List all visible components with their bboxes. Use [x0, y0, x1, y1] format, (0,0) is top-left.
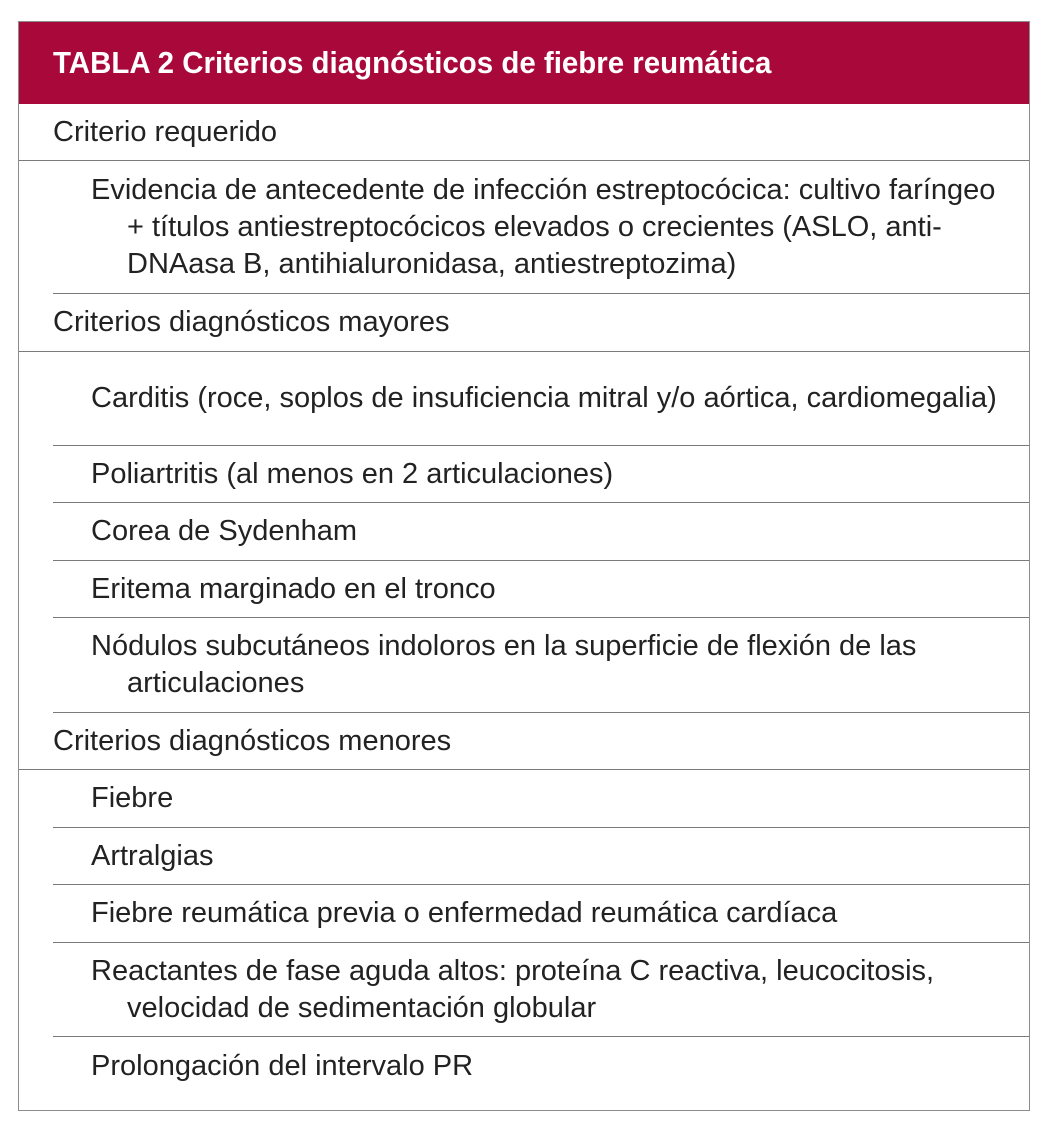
item-text: Evidencia de antecedente de infección estreptocócica: cultivo faríngeo + títulos antiestreptocócicos elevados o crecientes (ASLO, anti-DNAasa B, antihialuronidasa, antiestreptozima)	[91, 173, 996, 280]
item-text: Artralgias	[91, 839, 214, 872]
item-text: Nódulos subcutáneos indoloros en la superficie de flexión de las articulaciones	[91, 630, 917, 699]
section-row-required	[19, 104, 1029, 161]
item-row-arthralgia	[53, 828, 1029, 885]
section-label: Criterios diagnósticos mayores	[53, 306, 450, 338]
table-title: TABLA 2 Criterios diagnósticos de fiebre reumática	[53, 45, 772, 80]
table-rows	[19, 104, 1029, 1095]
item-text: Fiebre	[91, 782, 174, 814]
item-row-pr-interval	[53, 1037, 1029, 1095]
item-row-nodules	[53, 618, 1029, 713]
item-row-acute-phase	[53, 943, 1029, 1037]
section-row-minor	[19, 713, 1029, 770]
item-text: Corea de Sydenham	[91, 515, 357, 547]
item-text: Carditis (roce, soplos de insuficiencia mitral y/o aórtica, cardiomegalia)	[91, 382, 997, 414]
item-text: Reactantes de fase aguda altos: proteína C reactiva, leucocitosis, velocidad de sedimentación globular	[91, 954, 935, 1024]
item-row-prior-rheumatic	[53, 885, 1029, 943]
item-row-carditis	[53, 352, 1029, 446]
item-row-strep-evidence	[53, 161, 1029, 294]
item-text: Fiebre reumática previa o enfermedad reumática cardíaca	[91, 897, 838, 929]
section-row-major	[19, 294, 1029, 352]
section-label: Criterios diagnósticos menores	[53, 724, 452, 757]
item-row-chorea	[53, 503, 1029, 561]
item-text: Eritema marginado en el tronco	[91, 572, 496, 605]
item-text: Prolongación del intervalo PR	[91, 1049, 474, 1082]
item-row-polyarthritis	[53, 446, 1029, 503]
table-header	[19, 22, 1029, 104]
section-label: Criterio requerido	[53, 115, 278, 148]
item-row-erythema	[53, 561, 1029, 618]
item-row-fever	[53, 770, 1029, 828]
item-text: Poliartritis (al menos en 2 articulaciones)	[91, 457, 614, 490]
criteria-table	[18, 21, 1030, 1111]
